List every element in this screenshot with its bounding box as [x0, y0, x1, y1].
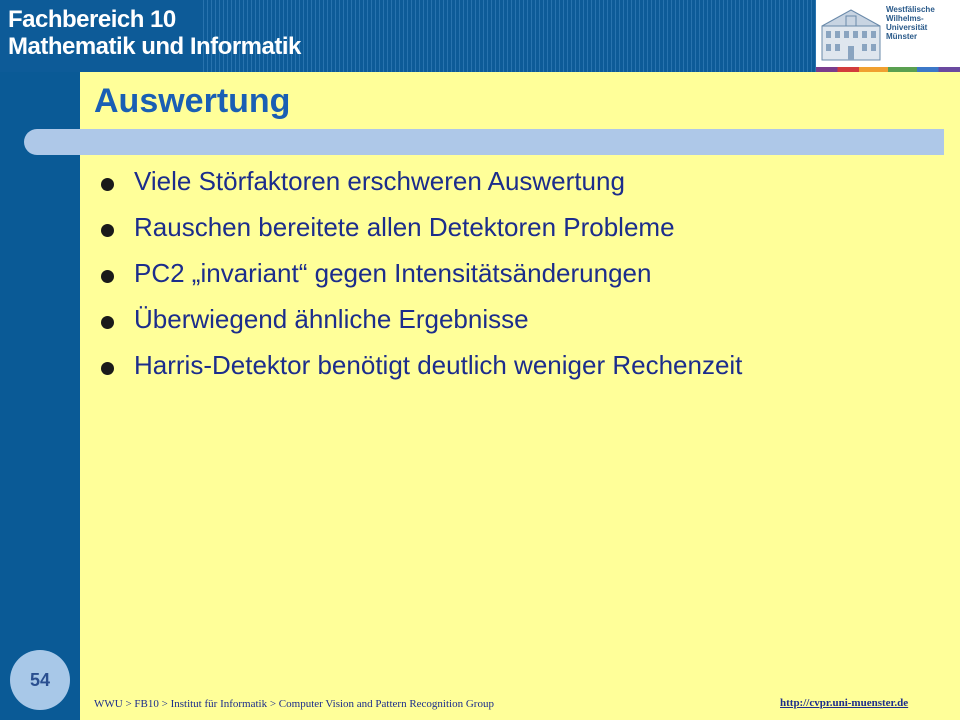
department-line-2: Mathematik und Informatik — [8, 33, 301, 60]
title-divider — [24, 129, 944, 155]
slide-title: Auswertung — [94, 82, 291, 120]
footer-link[interactable]: http://cvpr.uni-muenster.de — [780, 697, 909, 709]
department-title — [8, 6, 301, 60]
bullet-dot-icon — [101, 316, 114, 329]
bullet-item: Viele Störfaktoren erschweren Auswertung — [100, 166, 742, 212]
bullet-item: Rauschen bereitete allen Detektoren Probleme — [100, 212, 742, 258]
bullet-dot-icon — [101, 224, 114, 237]
university-logo — [816, 0, 960, 72]
logo-color-bar — [816, 67, 960, 72]
page-number: 54 — [10, 650, 70, 710]
bullet-dot-icon — [101, 362, 114, 375]
bullet-dot-icon — [101, 270, 114, 283]
footer-breadcrumb: WWU > FB10 > Institut für Informatik > Computer Vision and Pattern Recognition Group — [94, 698, 494, 710]
university-name: Westfälische Wilhelms-Universität Münster — [886, 5, 935, 41]
bullet-item: Überwiegend ähnliche Ergebnisse — [100, 304, 742, 350]
left-sidebar — [0, 0, 80, 720]
bullet-dot-icon — [101, 178, 114, 191]
bullet-item: Harris-Detektor benötigt deutlich weniger Rechenzeit — [100, 350, 742, 396]
department-line-1: Fachbereich 10 — [8, 6, 176, 33]
bullet-list — [100, 166, 742, 396]
university-building-icon — [820, 4, 882, 64]
bullet-item: PC2 „invariant“ gegen Intensitätsänderungen — [100, 258, 742, 304]
header-band — [0, 0, 960, 72]
